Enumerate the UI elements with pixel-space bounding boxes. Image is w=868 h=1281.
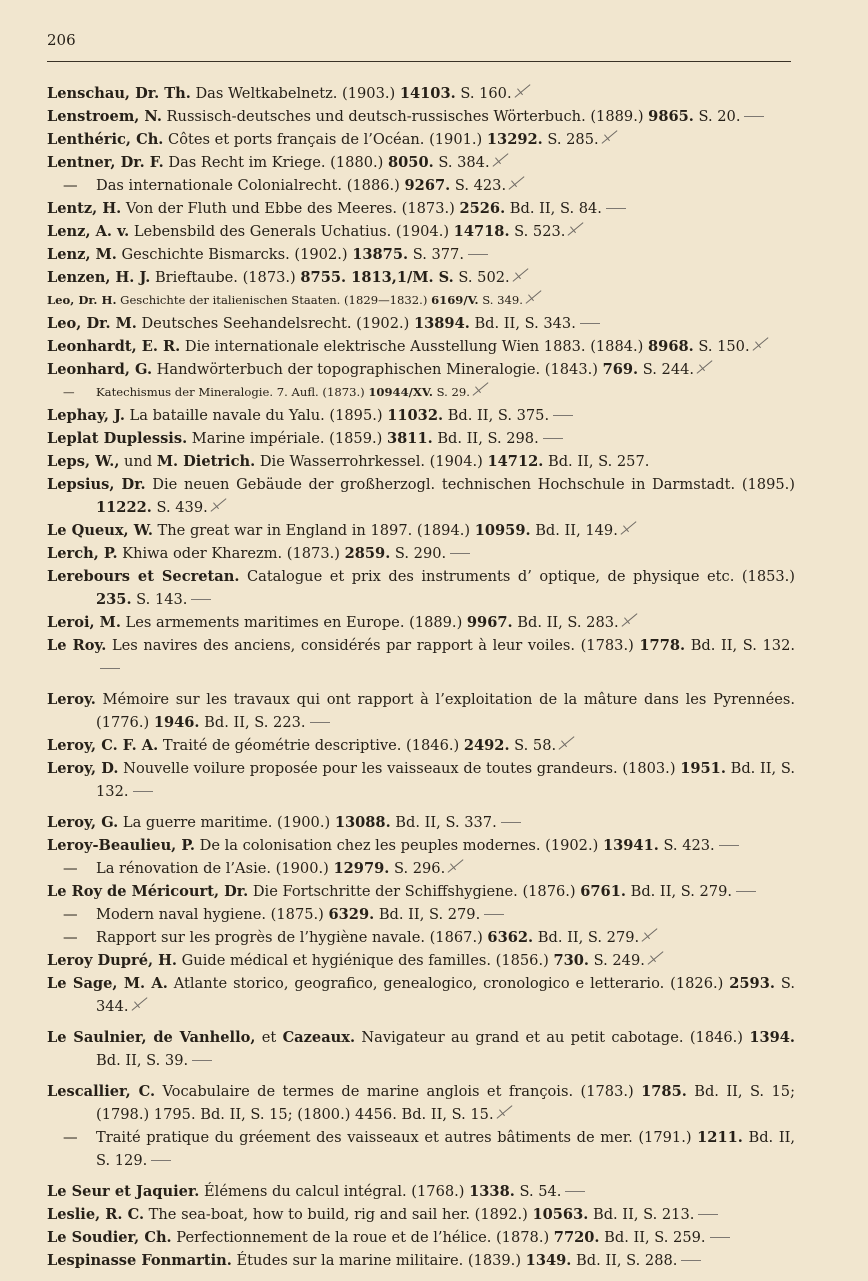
entry-title: Die neuen Gebäude der großherzogl. technischen Hochschule in Darmstadt. (1895.): [145, 476, 795, 493]
handwritten-check-mark: [525, 290, 549, 306]
entry-author: Leonhardt, E. R.: [47, 338, 181, 355]
handwritten-dash-mark: [468, 254, 488, 255]
bibliography-entry: [47, 757, 795, 803]
entry-catalog-number: 1951.: [680, 760, 726, 777]
entry-reference: S. 285.: [542, 131, 599, 148]
handwritten-dash-mark: [681, 1260, 701, 1261]
bibliography-entry: [47, 611, 795, 634]
entry-catalog-number: 8050.: [388, 154, 434, 171]
entry-reference: Bd. II, S. 259.: [599, 1229, 706, 1246]
handwritten-check-mark: [696, 360, 720, 376]
bibliography-entry: [47, 1126, 795, 1172]
handwritten-check-mark: [620, 521, 644, 537]
entry-catalog-number: 9267.: [404, 177, 451, 194]
entry-author: Leps, W.,: [47, 453, 120, 470]
entry-catalog-number: 9967.: [466, 614, 513, 631]
entry-title: Katechismus der Mineralogie. 7. Aufl. (1873.): [96, 385, 369, 399]
entry-title: Études sur la marine militaire. (1839.): [231, 1252, 526, 1269]
entry-reference: S. 439.: [151, 499, 208, 516]
entry-author: Le Soudier, Ch.: [47, 1229, 172, 1246]
entry-title: Catalogue et prix des instruments d’ optique, de physique etc. (1853.): [239, 568, 796, 585]
bibliography-entry: [47, 519, 795, 542]
entry-reference: S. 249.: [588, 952, 645, 969]
entry-title: Navigateur au grand et au petit cabotage. (1846.): [355, 1029, 750, 1046]
entry-author: Leroy.: [47, 691, 96, 708]
entry-reference: Bd. II, S. 132.: [96, 760, 795, 800]
entry-author: Lenstroem, N.: [47, 108, 162, 125]
entry-author: Le Roy de Méricourt, Dr.: [47, 883, 249, 900]
entry-catalog-number: 14718.: [453, 223, 510, 240]
entry-reference: Bd. II, S. 132.: [685, 637, 795, 654]
entry-title: Die internationale elektrische Ausstellung Wien 1883. (1884.): [180, 338, 649, 355]
entry-author: Leroy, D.: [47, 760, 119, 777]
handwritten-check-mark: [492, 153, 516, 169]
bibliography-entry: [47, 266, 795, 289]
bibliography-entry: [47, 358, 795, 381]
bibliography-entry: [47, 289, 795, 312]
entry-title: Khiwa oder Kharezm. (1873.): [117, 545, 345, 562]
entry-title: Die Fortschritte der Schiffshygiene. (1876.): [248, 883, 581, 900]
entry-catalog-number: 1778.: [639, 637, 686, 654]
bibliography-list: [47, 82, 795, 1272]
handwritten-check-mark: [752, 337, 776, 353]
entry-author: Lenz, M.: [47, 246, 117, 263]
entry-reference: S. 29.: [432, 385, 470, 399]
entry-reference: Bd. II, S. 223.: [199, 714, 306, 731]
entry-author: Leroy-Beaulieu, P.: [47, 837, 195, 854]
entry-spacer: [47, 1172, 795, 1180]
handwritten-dash-mark: [100, 668, 120, 669]
entry-catalog-number: 235.: [96, 591, 132, 608]
handwritten-check-mark: [512, 268, 536, 284]
bibliography-entry: [47, 450, 795, 473]
bibliography-entry: [47, 634, 795, 680]
bibliography-entry: [47, 926, 795, 949]
entry-catalog-number: 11032.: [387, 407, 444, 424]
entry-title: Vocabulaire de termes de marine anglois et françois. (1783.): [155, 1083, 642, 1100]
entry-reference: Bd. II, S. 279.: [625, 883, 732, 900]
entry-author: Leo, Dr. M.: [47, 315, 137, 332]
handwritten-dash-mark: [310, 722, 330, 723]
entry-spacer: [47, 1072, 795, 1080]
entry-spacer: [47, 680, 795, 688]
entry-title: Les armements maritimes en Europe. (1889.): [120, 614, 467, 631]
bibliography-entry: [47, 1249, 795, 1272]
entry-title: Guide médical et hygiénique des familles. (1856.): [177, 952, 554, 969]
entry-catalog-number: 1349.: [525, 1252, 572, 1269]
entry-title: La rénovation de l’Asie. (1900.): [96, 860, 334, 877]
entry-reference: S. 377.: [408, 246, 464, 263]
entry-author: Leroy, C. F. A.: [47, 737, 159, 754]
entry-title: et: [255, 1029, 283, 1046]
entry-title: Geschichte der italienischen Staaten. (1829—1832.): [116, 293, 432, 307]
bibliography-entry: [47, 1180, 795, 1203]
bibliography-entry: [47, 1203, 795, 1226]
entry-catalog-number: 6329.: [328, 906, 375, 923]
bibliography-entry: [47, 312, 795, 335]
entry-title: Traité pratique du gréement des vaisseaux et autres bâtiments de mer. (1791.): [96, 1129, 698, 1146]
bibliography-entry: [47, 811, 795, 834]
entry-title: The great war in England in 1897. (1894.): [152, 522, 475, 539]
entry-catalog-number: 1785.: [641, 1083, 687, 1100]
handwritten-dash-mark: [744, 116, 764, 117]
handwritten-check-mark: [621, 613, 645, 629]
entry-author: Leroy, G.: [47, 814, 119, 831]
entry-title: Das Weltkabelnetz. (1903.): [190, 85, 400, 102]
entry-reference: Bd. II, S. 15; (1798.) 1795. Bd. II, S. 15; (1800.) 4456. Bd. II, S. 15.: [96, 1083, 795, 1123]
handwritten-dash-mark: [192, 1060, 212, 1061]
entry-catalog-number: 2526.: [459, 200, 506, 217]
bibliography-entry: [47, 105, 795, 128]
bibliography-entry: [47, 857, 795, 880]
entry-title: Das Recht im Kriege. (1880.): [163, 154, 388, 171]
entry-reference: S. 58.: [509, 737, 557, 754]
bibliography-entry: [47, 565, 795, 611]
handwritten-dash-mark: [543, 438, 563, 439]
entry-reference: Bd. II, S. 129.: [96, 1129, 795, 1169]
entry-catalog-number: 11222.: [96, 499, 152, 516]
handwritten-check-mark: [567, 222, 591, 238]
entry-reference: S. 150.: [693, 338, 750, 355]
entry-title: Geschichte Bismarcks. (1902.): [116, 246, 353, 263]
entry-catalog-number: 14103.: [399, 85, 456, 102]
entry-author: Lepsius, Dr.: [47, 476, 146, 493]
handwritten-check-mark: [508, 176, 532, 192]
handwritten-dash-mark: [191, 599, 211, 600]
handwritten-dash-mark: [606, 208, 626, 209]
entry-author: Leroi, M.: [47, 614, 121, 631]
entry-author: Leplat Duplessis.: [47, 430, 188, 447]
handwritten-dash-mark: [501, 822, 521, 823]
handwritten-check-mark: [601, 130, 625, 146]
entry-title: Brieftaube. (1873.): [150, 269, 301, 286]
entry-title: Perfectionnement de la roue et de l’hélice. (1878.): [171, 1229, 554, 1246]
handwritten-dash-mark: [580, 323, 600, 324]
entry-reference: Bd. II, S. 343.: [469, 315, 576, 332]
bibliography-entry: [47, 834, 795, 857]
entry-author: M. Dietrich.: [156, 453, 256, 470]
header-rule: [47, 61, 791, 62]
handwritten-dash-mark: [719, 845, 739, 846]
entry-catalog-number: 6761.: [580, 883, 626, 900]
handwritten-check-mark: [558, 736, 582, 752]
entry-reference: S. 423.: [450, 177, 507, 194]
entry-catalog-number: 9865.: [648, 108, 694, 125]
entry-title: Les navires des anciens, considérés par rapport à leur voiles. (1783.): [106, 637, 640, 654]
entry-title: Modern naval hygiene. (1875.): [96, 906, 329, 923]
entry-title: Rapport sur les progrès de l’hygiène navale. (1867.): [96, 929, 488, 946]
entry-title: Mémoire sur les travaux qui ont rapport à l’exploitation de la mâture dans les Pyrennées. (1776.): [95, 691, 795, 731]
ditto-dash: —: [63, 1129, 78, 1146]
entry-reference: S. 423.: [658, 837, 715, 854]
entry-reference: S. 244.: [638, 361, 695, 378]
entry-catalog-number: 769.: [602, 361, 639, 378]
bibliography-entry: [47, 220, 795, 243]
entry-reference: S. 502.: [453, 269, 510, 286]
entry-reference: Bd. II, S. 279.: [533, 929, 640, 946]
handwritten-dash-mark: [133, 791, 153, 792]
entry-title: Das internationale Colonialrecht. (1886.): [96, 177, 405, 194]
entry-title: The sea-boat, how to build, rig and sail her. (1892.): [144, 1206, 533, 1223]
entry-catalog-number: 6169/V.: [431, 293, 479, 307]
handwritten-check-mark: [514, 84, 538, 100]
ditto-dash: —: [63, 929, 78, 946]
entry-title: La bataille navale du Yalu. (1895.): [124, 407, 388, 424]
bibliography-entry: [47, 542, 795, 565]
entry-author: Le Roy.: [47, 637, 107, 654]
entry-reference: S. 54.: [514, 1183, 562, 1200]
bibliography-entry: [47, 688, 795, 734]
handwritten-check-mark: [647, 951, 671, 967]
bibliography-entry: [47, 82, 795, 105]
entry-reference: S. 290.: [390, 545, 447, 562]
handwritten-check-mark: [496, 1105, 520, 1121]
entry-catalog-number: 1211.: [697, 1129, 743, 1146]
handwritten-dash-mark: [698, 1214, 718, 1215]
ditto-dash: —: [63, 177, 78, 194]
entry-author: Lenschau, Dr. Th.: [47, 85, 191, 102]
entry-reference: Bd. II, S. 337.: [390, 814, 497, 831]
handwritten-check-mark: [131, 997, 155, 1013]
entry-author: Leslie, R. C.: [47, 1206, 145, 1223]
entry-catalog-number: 2492.: [463, 737, 510, 754]
bibliography-entry: [47, 972, 795, 1018]
handwritten-check-mark: [210, 498, 234, 514]
bibliography-entry: [47, 473, 795, 519]
entry-reference: Bd. II, 149.: [530, 522, 618, 539]
entry-catalog-number: 2593.: [729, 975, 775, 992]
entry-catalog-number: 6362.: [487, 929, 534, 946]
entry-title: Von der Fluth und Ebbe des Meeres. (1873.): [121, 200, 460, 217]
handwritten-dash-mark: [553, 415, 573, 416]
entry-catalog-number: 10944/XV.: [368, 385, 433, 399]
entry-title: La guerre maritime. (1900.): [118, 814, 335, 831]
handwritten-check-mark: [447, 859, 471, 875]
page-number: 206: [47, 31, 76, 49]
entry-reference: S. 143.: [131, 591, 188, 608]
bibliography-entry: [47, 381, 795, 404]
entry-reference: Bd. II, S. 279.: [374, 906, 481, 923]
bibliography-entry: [47, 197, 795, 220]
bibliography-entry: [47, 151, 795, 174]
entry-spacer: [47, 1018, 795, 1026]
entry-reference: Bd. II, S. 375.: [443, 407, 550, 424]
entry-title: Élémens du calcul intégral. (1768.): [199, 1183, 470, 1200]
entry-reference: S. 523.: [509, 223, 566, 240]
entry-title: Lebensbild des Generals Uchatius. (1904.): [129, 223, 454, 240]
entry-reference: S. 349.: [478, 293, 523, 307]
handwritten-dash-mark: [151, 1160, 171, 1161]
entry-reference: S. 160.: [455, 85, 512, 102]
entry-catalog-number: 13941.: [602, 837, 659, 854]
entry-author: Le Queux, W.: [47, 522, 153, 539]
handwritten-dash-mark: [710, 1237, 730, 1238]
entry-title: Russisch-deutsches und deutsch-russisches Wörterbuch. (1889.): [161, 108, 649, 125]
entry-catalog-number: 13292.: [486, 131, 543, 148]
entry-author: Lentz, H.: [47, 200, 122, 217]
entry-spacer: [47, 803, 795, 811]
entry-reference: Bd. II, S. 213.: [588, 1206, 695, 1223]
entry-title: Traité de géométrie descriptive. (1846.): [158, 737, 464, 754]
entry-reference: Bd. II, S. 39.: [96, 1052, 189, 1069]
entry-reference: Bd. II, S. 298.: [432, 430, 539, 447]
entry-catalog-number: 8755. 1813,1/M. S.: [300, 269, 454, 286]
entry-catalog-number: 3811.: [386, 430, 433, 447]
entry-catalog-number: 1394.: [749, 1029, 796, 1046]
entry-author: Leo, Dr. H.: [47, 293, 117, 307]
handwritten-dash-mark: [736, 891, 756, 892]
ditto-dash: —: [63, 385, 75, 399]
entry-author: Le Sage, M. A.: [47, 975, 168, 992]
entry-author: Lephay, J.: [47, 407, 125, 424]
bibliography-entry: [47, 404, 795, 427]
handwritten-check-mark: [641, 928, 665, 944]
bibliography-entry: [47, 243, 795, 266]
entry-reference: Bd. II, S. 257.: [543, 453, 650, 470]
entry-author: Lenz, A. v.: [47, 223, 130, 240]
handwritten-dash-mark: [450, 553, 470, 554]
entry-catalog-number: 13875.: [352, 246, 409, 263]
entry-title: und: [119, 453, 157, 470]
entry-title: Deutsches Seehandelsrecht. (1902.): [136, 315, 414, 332]
entry-catalog-number: 10959.: [474, 522, 531, 539]
entry-catalog-number: 8968.: [648, 338, 694, 355]
bibliography-entry: [47, 335, 795, 358]
entry-title: De la colonisation chez les peuples modernes. (1902.): [194, 837, 603, 854]
bibliography-entry: [47, 1026, 795, 1072]
entry-title: Handwörterbuch der topographischen Mineralogie. (1843.): [152, 361, 603, 378]
entry-catalog-number: 1946.: [153, 714, 200, 731]
entry-catalog-number: 10563.: [532, 1206, 589, 1223]
entry-catalog-number: 14712.: [487, 453, 544, 470]
entry-reference: S. 384.: [433, 154, 490, 171]
entry-author: Cazeaux.: [282, 1029, 356, 1046]
entry-title: Atlante storico, geografico, genealogico, cronologico e letterario. (1826.): [167, 975, 730, 992]
entry-reference: Bd. II, S. 283.: [512, 614, 619, 631]
bibliography-entry: [47, 128, 795, 151]
entry-catalog-number: 730.: [553, 952, 589, 969]
entry-reference: S. 20.: [693, 108, 741, 125]
entry-title: Nouvelle voilure proposée pour les vaisseaux de toutes grandeurs. (1803.): [118, 760, 681, 777]
entry-reference: S. 344.: [96, 975, 795, 1015]
entry-author: Leroy Dupré, H.: [47, 952, 178, 969]
entry-title: Die Wasserrohrkessel. (1904.): [255, 453, 488, 470]
entry-catalog-number: 1338.: [469, 1183, 515, 1200]
entry-title: Côtes et ports français de l’Océan. (1901.): [163, 131, 487, 148]
entry-reference: Bd. II, S. 84.: [505, 200, 602, 217]
entry-catalog-number: 7720.: [553, 1229, 600, 1246]
bibliography-entry: [47, 949, 795, 972]
bibliography-entry: [47, 174, 795, 197]
entry-catalog-number: 13894.: [413, 315, 470, 332]
entry-author: Leonhard, G.: [47, 361, 153, 378]
bibliography-entry: [47, 880, 795, 903]
bibliography-entry: [47, 1080, 795, 1126]
handwritten-check-mark: [472, 382, 496, 398]
handwritten-dash-mark: [484, 914, 504, 915]
bibliography-entry: [47, 427, 795, 450]
handwritten-dash-mark: [565, 1191, 585, 1192]
ditto-dash: —: [63, 906, 78, 923]
entry-reference: Bd. II, S. 288.: [571, 1252, 678, 1269]
bibliography-entry: [47, 903, 795, 926]
entry-author: Lerebours et Secretan.: [47, 568, 240, 585]
entry-author: Lentner, Dr. F.: [47, 154, 164, 171]
entry-catalog-number: 2859.: [344, 545, 391, 562]
entry-author: Lescallier, C.: [47, 1083, 156, 1100]
entry-author: Lespinasse Fonmartin.: [47, 1252, 232, 1269]
entry-author: Le Saulnier, de Vanhello,: [47, 1029, 256, 1046]
ditto-dash: —: [63, 860, 78, 877]
entry-catalog-number: 13088.: [334, 814, 391, 831]
entry-reference: S. 296.: [389, 860, 446, 877]
bibliography-entry: [47, 734, 795, 757]
entry-title: Marine impériale. (1859.): [187, 430, 387, 447]
bibliography-entry: [47, 1226, 795, 1249]
entry-author: Lenthéric, Ch.: [47, 131, 164, 148]
entry-author: Lerch, P.: [47, 545, 118, 562]
entry-author: Le Seur et Jaquier.: [47, 1183, 200, 1200]
entry-catalog-number: 12979.: [333, 860, 390, 877]
entry-author: Lenzen, H. J.: [47, 269, 151, 286]
